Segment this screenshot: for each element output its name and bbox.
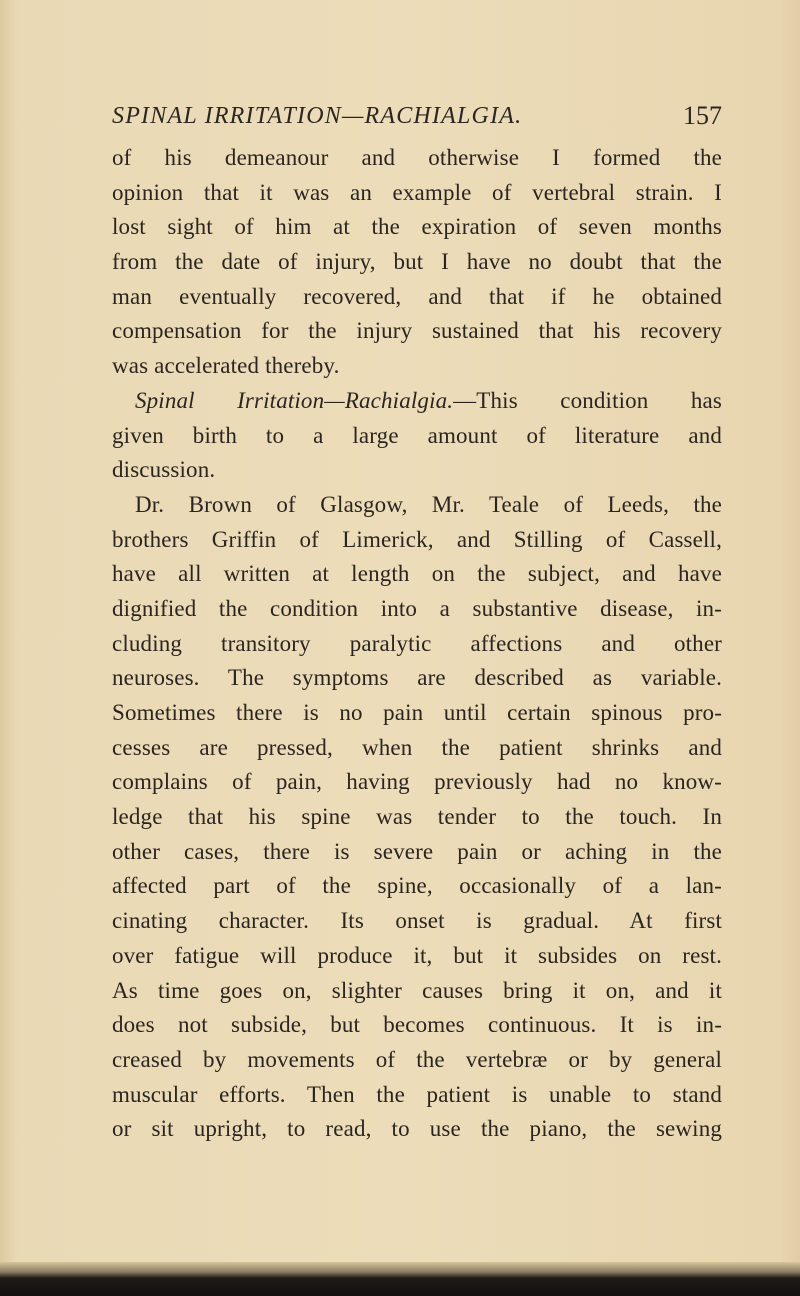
text-line: Dr. Brown of Glasgow, Mr. Teale of Leeds, the	[135, 491, 722, 517]
section-heading-continuation: —This condition has	[453, 387, 722, 413]
text-line: other cases, there is severe pain or aching in the	[112, 838, 722, 864]
text-line: given birth to a large amount of literature and	[112, 422, 722, 448]
text-line: affected part of the spine, occasionally of a lan-	[112, 873, 722, 899]
running-head	[112, 103, 722, 143]
text-line: does not subside, but becomes continuous. It is in-	[112, 1012, 722, 1038]
text-line: dignified the condition into a substantive disease, in-	[112, 595, 722, 621]
running-title: SPINAL IRRITATION—RACHIALGIA.	[112, 103, 523, 129]
section-heading: Spinal Irritation—Rachialgia.	[135, 387, 454, 413]
text-line: brothers Griffin of Limerick, and Stilling of Cassell,	[112, 526, 722, 552]
text-line: cluding transitory paralytic affections and other	[112, 630, 722, 656]
text-line: from the date of injury, but I have no doubt that the	[112, 249, 722, 275]
section-heading-line	[112, 384, 722, 419]
text-line: creased by movements of the vertebræ or by general	[112, 1046, 722, 1072]
text-line: compensation for the injury sustained that his recovery	[112, 318, 722, 344]
text-line: muscular efforts. Then the patient is unable to stand	[112, 1081, 722, 1107]
text-line: Sometimes there is no pain until certain spinous pro-	[112, 700, 722, 725]
text-line: or sit upright, to read, to use the piano, the sewing	[112, 1116, 722, 1142]
text-line: have all written at length on the subject, and have	[112, 561, 722, 587]
text-line: of his demeanour and otherwise I formed the	[112, 145, 722, 170]
text-line: complains of pain, having previously had no know-	[112, 769, 722, 795]
text-line: As time goes on, slighter causes bring it on, and it	[112, 977, 722, 1003]
body-text	[112, 141, 722, 1147]
text-line: man eventually recovered, and that if he obtained	[112, 283, 722, 309]
text-line: lost sight of him at the expiration of seven months	[112, 214, 722, 240]
text-line: opinion that it was an example of vertebral strain. I	[112, 179, 722, 205]
scan-edge-shadow	[0, 1262, 800, 1296]
text-line: over fatigue will produce it, but it subsides on rest.	[112, 942, 722, 968]
text-line: was accelerated thereby.	[112, 353, 340, 379]
text-line: cinating character. Its onset is gradual. At first	[112, 908, 722, 934]
text-line: ledge that his spine was tender to the touch. In	[112, 804, 722, 830]
text-line: neuroses. The symptoms are described as variable.	[112, 665, 722, 691]
text-line: cesses are pressed, when the patient shrinks and	[112, 734, 722, 760]
page-number: 157	[683, 101, 722, 130]
text-line: discussion.	[112, 457, 216, 483]
